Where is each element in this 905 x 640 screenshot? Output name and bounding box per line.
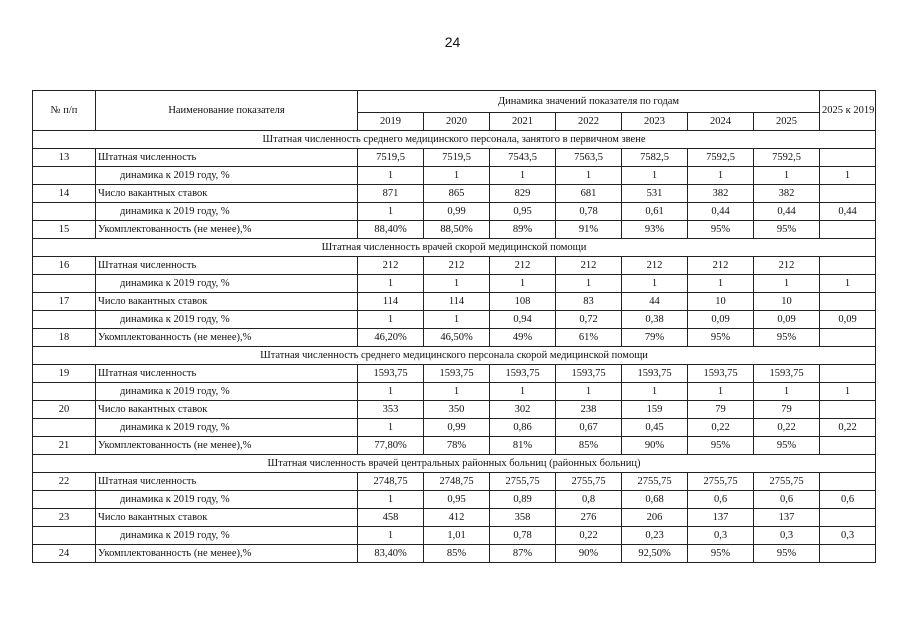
year-value: 829 bbox=[490, 185, 556, 203]
year-value: 1593,75 bbox=[688, 365, 754, 383]
row-number: 21 bbox=[33, 437, 96, 455]
year-value: 95% bbox=[754, 221, 820, 239]
ratio-value bbox=[820, 185, 876, 203]
year-value: 0,09 bbox=[688, 311, 754, 329]
indicator-name: динамика к 2019 году, % bbox=[96, 383, 358, 401]
ratio-value bbox=[820, 365, 876, 383]
table-row bbox=[33, 401, 876, 419]
row-number bbox=[33, 491, 96, 509]
year-value: 1 bbox=[622, 275, 688, 293]
indicator-name: Укомплектованность (не менее),% bbox=[96, 221, 358, 239]
table-row bbox=[33, 149, 876, 167]
year-value: 238 bbox=[556, 401, 622, 419]
header-dynamics: Динамика значений показателя по годам bbox=[358, 91, 820, 113]
year-value: 79 bbox=[688, 401, 754, 419]
year-value: 1 bbox=[556, 383, 622, 401]
table-row bbox=[33, 437, 876, 455]
year-value: 1 bbox=[490, 167, 556, 185]
table-row bbox=[33, 203, 876, 221]
year-value: 77,80% bbox=[358, 437, 424, 455]
year-value: 7592,5 bbox=[688, 149, 754, 167]
table-row bbox=[33, 473, 876, 491]
section-title: Штатная численность среднего медицинского персонала скорой медицинской помощи bbox=[33, 347, 876, 365]
row-number: 15 bbox=[33, 221, 96, 239]
table-row bbox=[33, 257, 876, 275]
year-value: 90% bbox=[622, 437, 688, 455]
year-value: 95% bbox=[688, 437, 754, 455]
header-year: 2025 bbox=[754, 113, 820, 131]
year-value: 7563,5 bbox=[556, 149, 622, 167]
header-year: 2019 bbox=[358, 113, 424, 131]
table-row bbox=[33, 527, 876, 545]
table-row bbox=[33, 545, 876, 563]
year-value: 412 bbox=[424, 509, 490, 527]
year-value: 0,99 bbox=[424, 203, 490, 221]
year-value: 78% bbox=[424, 437, 490, 455]
section-title: Штатная численность врачей центральных районных больниц (районных больниц) bbox=[33, 455, 876, 473]
table-row bbox=[33, 167, 876, 185]
row-number: 24 bbox=[33, 545, 96, 563]
indicator-name: динамика к 2019 году, % bbox=[96, 167, 358, 185]
year-value: 0,89 bbox=[490, 491, 556, 509]
row-number: 17 bbox=[33, 293, 96, 311]
year-value: 1 bbox=[358, 311, 424, 329]
year-value: 1 bbox=[358, 383, 424, 401]
indicator-name: Число вакантных ставок bbox=[96, 401, 358, 419]
year-value: 44 bbox=[622, 293, 688, 311]
year-value: 2755,75 bbox=[754, 473, 820, 491]
year-value: 90% bbox=[556, 545, 622, 563]
year-value: 1 bbox=[358, 167, 424, 185]
header-name: Наименование показателя bbox=[96, 91, 358, 131]
year-value: 0,38 bbox=[622, 311, 688, 329]
row-number: 14 bbox=[33, 185, 96, 203]
year-value: 1 bbox=[358, 491, 424, 509]
table-row bbox=[33, 311, 876, 329]
table-row bbox=[33, 491, 876, 509]
year-value: 0,44 bbox=[754, 203, 820, 221]
year-value: 1 bbox=[622, 167, 688, 185]
year-value: 212 bbox=[754, 257, 820, 275]
year-value: 0,95 bbox=[490, 203, 556, 221]
table-row bbox=[33, 383, 876, 401]
ratio-value bbox=[820, 509, 876, 527]
year-value: 382 bbox=[754, 185, 820, 203]
year-value: 2755,75 bbox=[622, 473, 688, 491]
header-year: 2021 bbox=[490, 113, 556, 131]
year-value: 7519,5 bbox=[358, 149, 424, 167]
year-value: 83,40% bbox=[358, 545, 424, 563]
year-value: 159 bbox=[622, 401, 688, 419]
year-value: 1 bbox=[358, 419, 424, 437]
ratio-value bbox=[820, 437, 876, 455]
ratio-value bbox=[820, 401, 876, 419]
year-value: 1 bbox=[754, 167, 820, 185]
year-value: 0,22 bbox=[754, 419, 820, 437]
year-value: 0,99 bbox=[424, 419, 490, 437]
year-value: 0,22 bbox=[688, 419, 754, 437]
year-value: 681 bbox=[556, 185, 622, 203]
indicator-name: динамика к 2019 году, % bbox=[96, 203, 358, 221]
year-value: 93% bbox=[622, 221, 688, 239]
year-value: 0,09 bbox=[754, 311, 820, 329]
year-value: 0,67 bbox=[556, 419, 622, 437]
year-value: 81% bbox=[490, 437, 556, 455]
year-value: 95% bbox=[754, 545, 820, 563]
section-row bbox=[33, 131, 876, 149]
section-title: Штатная численность врачей скорой медицинской помощи bbox=[33, 239, 876, 257]
year-value: 1 bbox=[688, 167, 754, 185]
ratio-value bbox=[820, 329, 876, 347]
year-value: 1,01 bbox=[424, 527, 490, 545]
indicator-name: динамика к 2019 году, % bbox=[96, 275, 358, 293]
row-number bbox=[33, 311, 96, 329]
year-value: 0,78 bbox=[490, 527, 556, 545]
year-value: 1593,75 bbox=[358, 365, 424, 383]
row-number bbox=[33, 383, 96, 401]
row-number bbox=[33, 527, 96, 545]
year-value: 92,50% bbox=[622, 545, 688, 563]
section-title: Штатная численность среднего медицинского персонала, занятого в первичном звене bbox=[33, 131, 876, 149]
year-value: 1 bbox=[424, 383, 490, 401]
year-value: 871 bbox=[358, 185, 424, 203]
year-value: 7592,5 bbox=[754, 149, 820, 167]
year-value: 1 bbox=[490, 383, 556, 401]
year-value: 382 bbox=[688, 185, 754, 203]
year-value: 212 bbox=[556, 257, 622, 275]
year-value: 1 bbox=[490, 275, 556, 293]
row-number: 22 bbox=[33, 473, 96, 491]
year-value: 1 bbox=[358, 203, 424, 221]
year-value: 1593,75 bbox=[556, 365, 622, 383]
year-value: 0,78 bbox=[556, 203, 622, 221]
ratio-value: 1 bbox=[820, 167, 876, 185]
year-value: 1 bbox=[424, 275, 490, 293]
year-value: 88,50% bbox=[424, 221, 490, 239]
year-value: 7519,5 bbox=[424, 149, 490, 167]
year-value: 79 bbox=[754, 401, 820, 419]
indicator-name: Штатная численность bbox=[96, 257, 358, 275]
year-value: 212 bbox=[358, 257, 424, 275]
year-value: 1 bbox=[556, 167, 622, 185]
year-value: 358 bbox=[490, 509, 556, 527]
year-value: 0,22 bbox=[556, 527, 622, 545]
year-value: 1 bbox=[358, 527, 424, 545]
year-value: 0,68 bbox=[622, 491, 688, 509]
indicator-name: Штатная численность bbox=[96, 473, 358, 491]
header-year: 2023 bbox=[622, 113, 688, 131]
year-value: 87% bbox=[490, 545, 556, 563]
header-year: 2022 bbox=[556, 113, 622, 131]
section-row bbox=[33, 455, 876, 473]
year-value: 88,40% bbox=[358, 221, 424, 239]
year-value: 89% bbox=[490, 221, 556, 239]
year-value: 531 bbox=[622, 185, 688, 203]
year-value: 0,6 bbox=[754, 491, 820, 509]
year-value: 137 bbox=[754, 509, 820, 527]
table-row bbox=[33, 419, 876, 437]
page-number: 24 bbox=[444, 34, 461, 50]
row-number: 16 bbox=[33, 257, 96, 275]
table-row bbox=[33, 293, 876, 311]
year-value: 2755,75 bbox=[688, 473, 754, 491]
indicator-name: Число вакантных ставок bbox=[96, 509, 358, 527]
table-row bbox=[33, 221, 876, 239]
year-value: 83 bbox=[556, 293, 622, 311]
indicator-name: Укомплектованность (не менее),% bbox=[96, 329, 358, 347]
indicator-table bbox=[32, 90, 876, 563]
year-value: 0,3 bbox=[688, 527, 754, 545]
indicator-name: Укомплектованность (не менее),% bbox=[96, 545, 358, 563]
section-row bbox=[33, 239, 876, 257]
row-number: 19 bbox=[33, 365, 96, 383]
year-value: 10 bbox=[688, 293, 754, 311]
indicator-name: динамика к 2019 году, % bbox=[96, 527, 358, 545]
year-value: 350 bbox=[424, 401, 490, 419]
year-value: 1 bbox=[622, 383, 688, 401]
year-value: 137 bbox=[688, 509, 754, 527]
row-number bbox=[33, 167, 96, 185]
year-value: 108 bbox=[490, 293, 556, 311]
indicator-name: Штатная численность bbox=[96, 149, 358, 167]
header-year: 2020 bbox=[424, 113, 490, 131]
ratio-value: 0,22 bbox=[820, 419, 876, 437]
year-value: 1 bbox=[358, 275, 424, 293]
header-ratio: 2025 к 2019 bbox=[820, 91, 876, 131]
row-number: 13 bbox=[33, 149, 96, 167]
year-value: 0,8 bbox=[556, 491, 622, 509]
year-value: 353 bbox=[358, 401, 424, 419]
ratio-value bbox=[820, 221, 876, 239]
ratio-value bbox=[820, 257, 876, 275]
year-value: 1 bbox=[688, 275, 754, 293]
year-value: 458 bbox=[358, 509, 424, 527]
year-value: 49% bbox=[490, 329, 556, 347]
year-value: 0,3 bbox=[754, 527, 820, 545]
table-row bbox=[33, 365, 876, 383]
year-value: 0,61 bbox=[622, 203, 688, 221]
row-number bbox=[33, 275, 96, 293]
year-value: 865 bbox=[424, 185, 490, 203]
ratio-value: 1 bbox=[820, 275, 876, 293]
year-value: 114 bbox=[424, 293, 490, 311]
year-value: 0,95 bbox=[424, 491, 490, 509]
year-value: 7543,5 bbox=[490, 149, 556, 167]
year-value: 1 bbox=[754, 275, 820, 293]
year-value: 212 bbox=[424, 257, 490, 275]
indicator-name: Укомплектованность (не менее),% bbox=[96, 437, 358, 455]
row-number bbox=[33, 419, 96, 437]
year-value: 95% bbox=[688, 329, 754, 347]
ratio-value: 0,44 bbox=[820, 203, 876, 221]
year-value: 1 bbox=[688, 383, 754, 401]
ratio-value: 1 bbox=[820, 383, 876, 401]
year-value: 2748,75 bbox=[424, 473, 490, 491]
row-number: 18 bbox=[33, 329, 96, 347]
year-value: 85% bbox=[556, 437, 622, 455]
ratio-value: 0,09 bbox=[820, 311, 876, 329]
table-row bbox=[33, 329, 876, 347]
ratio-value bbox=[820, 293, 876, 311]
row-number: 23 bbox=[33, 509, 96, 527]
year-value: 206 bbox=[622, 509, 688, 527]
year-value: 114 bbox=[358, 293, 424, 311]
table-row bbox=[33, 185, 876, 203]
indicator-name: Штатная численность bbox=[96, 365, 358, 383]
ratio-value: 0,3 bbox=[820, 527, 876, 545]
header-year: 2024 bbox=[688, 113, 754, 131]
year-value: 1 bbox=[754, 383, 820, 401]
ratio-value bbox=[820, 545, 876, 563]
year-value: 95% bbox=[754, 437, 820, 455]
indicator-name: динамика к 2019 году, % bbox=[96, 491, 358, 509]
ratio-value: 0,6 bbox=[820, 491, 876, 509]
header-no: № п/п bbox=[33, 91, 96, 131]
indicator-name: Число вакантных ставок bbox=[96, 293, 358, 311]
ratio-value bbox=[820, 149, 876, 167]
year-value: 1593,75 bbox=[490, 365, 556, 383]
year-value: 276 bbox=[556, 509, 622, 527]
year-value: 212 bbox=[622, 257, 688, 275]
year-value: 1 bbox=[556, 275, 622, 293]
year-value: 95% bbox=[754, 329, 820, 347]
year-value: 2755,75 bbox=[490, 473, 556, 491]
year-value: 91% bbox=[556, 221, 622, 239]
year-value: 2748,75 bbox=[358, 473, 424, 491]
year-value: 95% bbox=[688, 221, 754, 239]
ratio-value bbox=[820, 473, 876, 491]
year-value: 1593,75 bbox=[754, 365, 820, 383]
year-value: 2755,75 bbox=[556, 473, 622, 491]
table-row bbox=[33, 509, 876, 527]
year-value: 85% bbox=[424, 545, 490, 563]
year-value: 1593,75 bbox=[424, 365, 490, 383]
indicator-name: Число вакантных ставок bbox=[96, 185, 358, 203]
year-value: 7582,5 bbox=[622, 149, 688, 167]
year-value: 46,50% bbox=[424, 329, 490, 347]
row-number: 20 bbox=[33, 401, 96, 419]
year-value: 302 bbox=[490, 401, 556, 419]
year-value: 95% bbox=[688, 545, 754, 563]
year-value: 0,44 bbox=[688, 203, 754, 221]
year-value: 0,72 bbox=[556, 311, 622, 329]
year-value: 212 bbox=[490, 257, 556, 275]
year-value: 0,45 bbox=[622, 419, 688, 437]
year-value: 1 bbox=[424, 167, 490, 185]
year-value: 1593,75 bbox=[622, 365, 688, 383]
year-value: 1 bbox=[424, 311, 490, 329]
year-value: 0,94 bbox=[490, 311, 556, 329]
year-value: 46,20% bbox=[358, 329, 424, 347]
year-value: 0,86 bbox=[490, 419, 556, 437]
year-value: 0,6 bbox=[688, 491, 754, 509]
year-value: 61% bbox=[556, 329, 622, 347]
year-value: 212 bbox=[688, 257, 754, 275]
row-number bbox=[33, 203, 96, 221]
year-value: 10 bbox=[754, 293, 820, 311]
table-row bbox=[33, 275, 876, 293]
indicator-name: динамика к 2019 году, % bbox=[96, 311, 358, 329]
year-value: 79% bbox=[622, 329, 688, 347]
indicator-name: динамика к 2019 году, % bbox=[96, 419, 358, 437]
year-value: 0,23 bbox=[622, 527, 688, 545]
section-row bbox=[33, 347, 876, 365]
